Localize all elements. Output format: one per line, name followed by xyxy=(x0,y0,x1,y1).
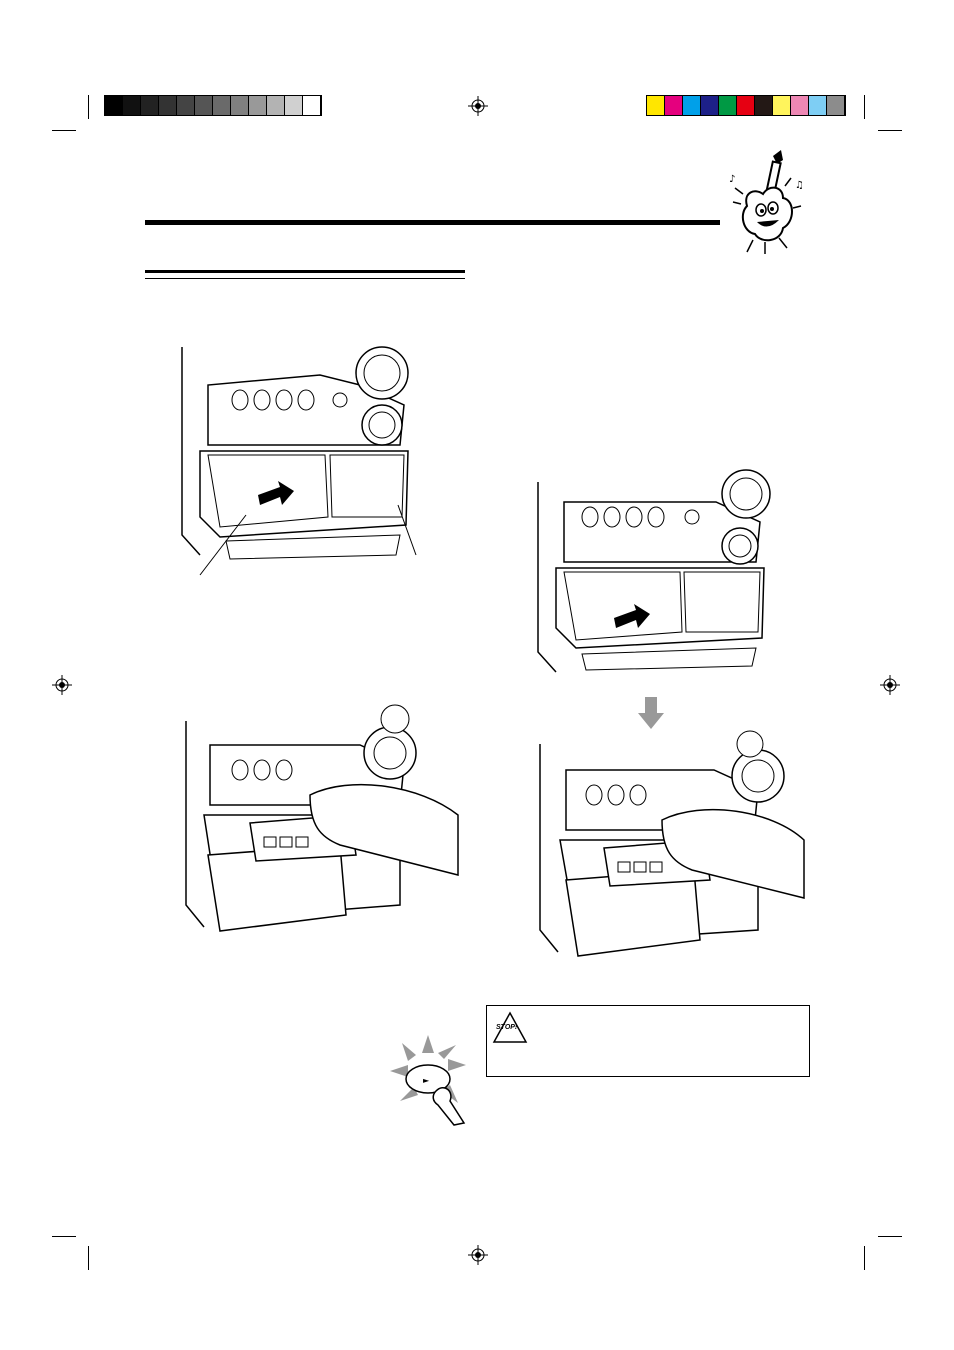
crop-mark xyxy=(52,1236,76,1237)
color-swatch xyxy=(809,96,827,115)
color-swatch xyxy=(683,96,701,115)
color-swatch xyxy=(647,96,665,115)
grayscale-bar xyxy=(104,95,322,116)
registration-mark-bottom xyxy=(468,1245,488,1265)
crop-mark xyxy=(878,130,902,131)
color-bar xyxy=(646,95,846,116)
stop-warning-box xyxy=(486,1005,810,1077)
cassette-deck-eject-illustration-left xyxy=(160,345,430,575)
header-rule xyxy=(145,220,720,225)
cassette-insert-hand-illustration-left xyxy=(160,705,460,940)
color-swatch xyxy=(105,96,123,115)
color-swatch xyxy=(285,96,303,115)
svg-text:►: ► xyxy=(423,1076,430,1085)
color-swatch xyxy=(249,96,267,115)
color-swatch xyxy=(123,96,141,115)
crop-mark xyxy=(88,1246,89,1270)
color-swatch xyxy=(827,96,845,115)
color-swatch xyxy=(701,96,719,115)
color-swatch xyxy=(791,96,809,115)
crop-mark xyxy=(864,1246,865,1270)
color-swatch xyxy=(755,96,773,115)
color-swatch xyxy=(267,96,285,115)
section-rule xyxy=(145,270,465,273)
color-swatch xyxy=(665,96,683,115)
crop-mark xyxy=(88,95,89,119)
color-swatch xyxy=(195,96,213,115)
down-arrow-icon xyxy=(638,697,664,729)
svg-text:♫: ♫ xyxy=(795,180,804,191)
play-button-press-icon xyxy=(388,1035,473,1125)
registration-mark-left xyxy=(52,675,72,695)
guitar-mascot-icon xyxy=(725,148,815,256)
svg-text:♪: ♪ xyxy=(729,174,736,185)
color-swatch xyxy=(719,96,737,115)
crop-mark xyxy=(864,95,865,119)
color-swatch xyxy=(303,96,321,115)
crop-mark xyxy=(878,1236,902,1237)
color-swatch xyxy=(737,96,755,115)
color-swatch xyxy=(159,96,177,115)
color-swatch xyxy=(773,96,791,115)
crop-mark xyxy=(52,130,76,131)
stop-badge-text: STOP! xyxy=(496,1024,518,1031)
registration-mark-right xyxy=(880,675,900,695)
cassette-deck-eject-illustration-right xyxy=(520,462,780,687)
color-swatch xyxy=(231,96,249,115)
color-swatch xyxy=(177,96,195,115)
section-rule-thin xyxy=(145,278,465,279)
registration-mark-top xyxy=(468,96,488,116)
color-swatch xyxy=(141,96,159,115)
cassette-insert-hand-illustration-right xyxy=(522,730,807,965)
color-swatch xyxy=(213,96,231,115)
